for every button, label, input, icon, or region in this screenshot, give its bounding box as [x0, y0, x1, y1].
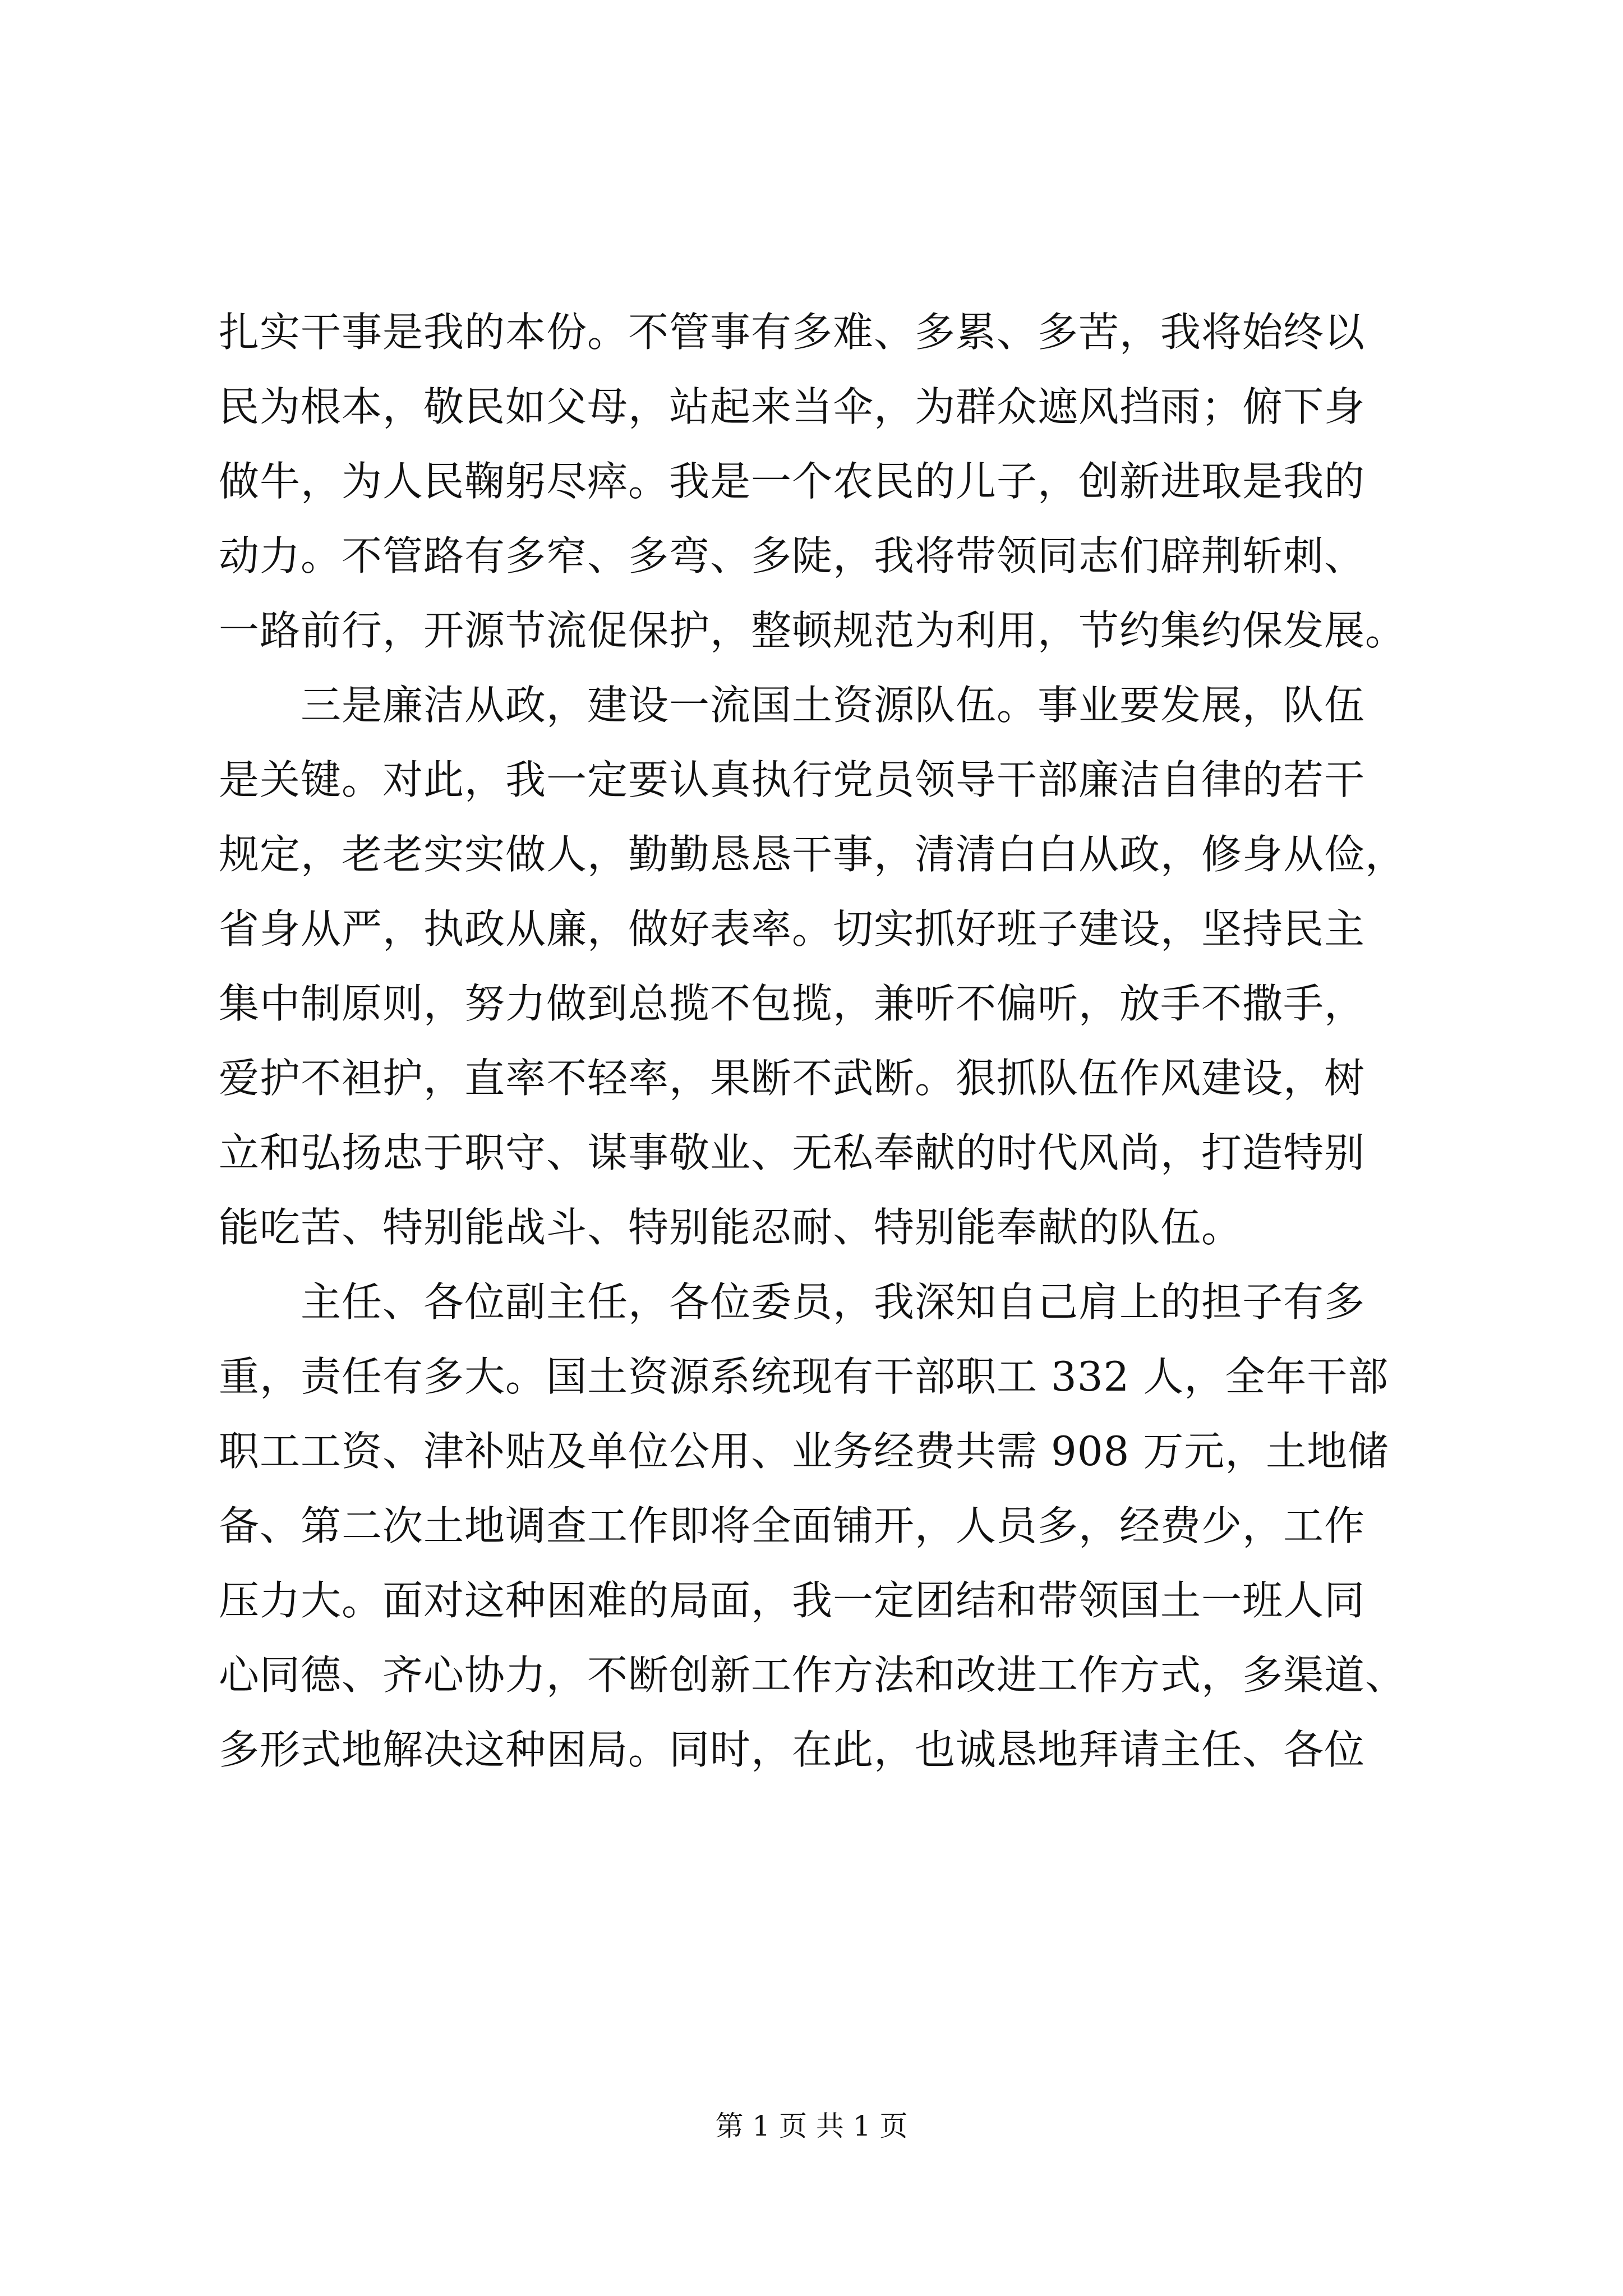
- page-footer: [0, 2109, 1623, 2143]
- text-line: 是关键。对此，我一定要认真执行党员领导干部廉洁自律的若干: [219, 756, 1366, 803]
- text-line: 民为根本，敬民如父母，站起来当伞，为群众遮风挡雨；俯下身: [219, 383, 1366, 430]
- text-line: 重，责任有多大。国土资源系统现有干部职工 332 人，全年干部: [219, 1353, 1389, 1400]
- body-text: [219, 311, 1419, 1803]
- text-line: 心同德、齐心协力，不断创新工作方法和改进工作方式，多渠道、: [219, 1651, 1407, 1699]
- text-line: 主任、各位副主任，各位委员，我深知自己肩上的担子有多: [219, 1278, 1366, 1326]
- text-line: 职工工资、津补贴及单位公用、业务经费共需 908 万元，土地储: [219, 1428, 1389, 1475]
- text-line: 立和弘扬忠于职守、谋事敬业、无私奉献的时代风尚，打造特别: [219, 1129, 1366, 1176]
- text-line: 压力大。面对这种困难的局面，我一定团结和带领国土一班人同: [219, 1577, 1366, 1624]
- text-line: 能吃苦、特别能战斗、特别能忍耐、特别能奉献的队伍。: [219, 1204, 1243, 1251]
- text-line: 规定，老老实实做人，勤勤恳恳干事，清清白白从政，修身从俭，: [219, 831, 1407, 878]
- text-line: 集中制原则，努力做到总揽不包揽，兼听不偏听，放手不撒手，: [219, 980, 1366, 1027]
- text-line: 扎实干事是我的本份。不管事有多难、多累、多苦，我将始终以: [219, 309, 1366, 356]
- page-number-label: 第 1 页 共 1 页: [715, 2110, 908, 2142]
- text-line: 一路前行，开源节流促保护，整顿规范为利用，节约集约保发展。: [219, 607, 1407, 654]
- text-line: 做牛，为人民鞠躬尽瘁。我是一个农民的儿子，创新进取是我的: [219, 458, 1366, 505]
- text-line: 省身从严，执政从廉，做好表率。切实抓好班子建设，坚持民主: [219, 905, 1366, 953]
- text-line: 爱护不袒护，直率不轻率，果断不武断。狠抓队伍作风建设，树: [219, 1055, 1366, 1102]
- text-line: 备、第二次土地调查工作即将全面铺开，人员多，经费少，工作: [219, 1502, 1366, 1549]
- text-line: 动力。不管路有多窄、多弯、多陡，我将带领同志们辟荆斩刺、: [219, 532, 1366, 579]
- text-line: 三是廉洁从政，建设一流国土资源队伍。事业要发展，队伍: [219, 682, 1366, 729]
- text-line: 多形式地解决这种困局。同时，在此，也诚恳地拜请主任、各位: [219, 1726, 1366, 1773]
